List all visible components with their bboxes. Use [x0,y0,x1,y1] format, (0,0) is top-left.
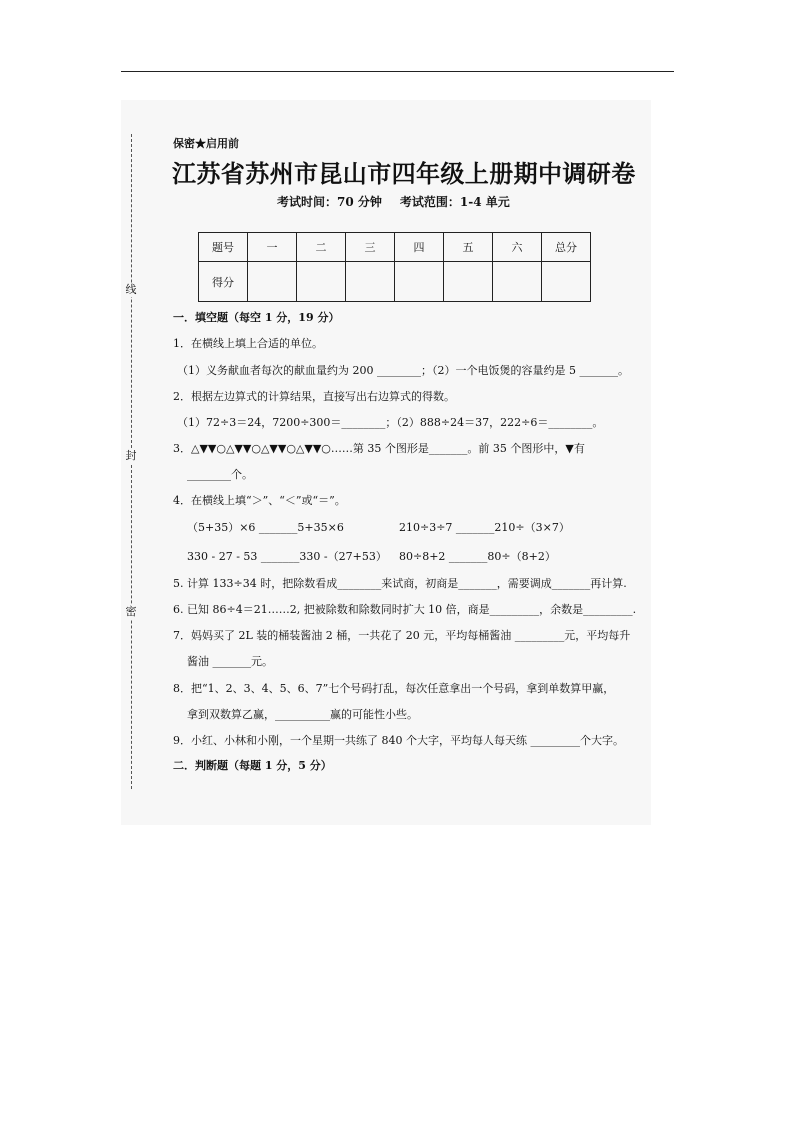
question-1: 1．在横线上填上合适的单位。 [173,337,323,350]
confidential-label: 保密★启用前 [173,137,239,150]
score-table [198,232,591,302]
question-4-item-b: 210÷3÷7 _______210÷（3×7） [399,521,570,534]
score-cell [542,262,591,302]
exam-info [277,193,510,210]
question-7-cont: 酱油 _______元。 [187,655,273,668]
page-title: 江苏省苏州市昆山市四年级上册期中调研卷 [172,159,636,188]
question-8: 8．把“1、2、3、4、5、6、7”七个号码打乱，每次任意拿出一个号码，拿到单数算甲赢， [173,682,615,695]
question-8-cont: 拿到双数算乙赢，__________赢的可能性小些。 [187,708,418,721]
binding-mark-seal: 封 [125,449,137,462]
question-9: 9．小红、小林和小刚，一个星期一共练了 840 个大字，平均每人每天练 _________个大字。 [173,734,624,747]
question-4-item-d: 80÷8+2 _______80÷（8+2） [399,550,556,563]
question-3: 3．△▼▼○△▼▼○△▼▼○△▼▼○……第 35 个图形是_______。前 35 个图形中，▼有 [173,442,585,455]
score-cell [493,262,542,302]
score-cell [444,262,493,302]
question-3-cont: ________个。 [187,468,253,481]
score-row-label: 得分 [199,262,248,302]
question-4-item-a: （5+35）×6 _______5+35×6 [187,521,344,534]
binding-mark-secret: 密 [125,605,137,618]
score-header-cell: 三 [346,233,395,262]
score-header-cell: 五 [444,233,493,262]
top-rule [121,71,674,72]
question-5: 5. 计算 133÷34 时，把除数看成________来试商，初商是_______，需要调成_______再计算. [173,577,627,590]
section-heading-fill-blank: 一．填空题（每空 1 分，19 分） [173,311,340,324]
question-6: 6. 已知 86÷4＝21……2, 把被除数和除数同时扩大 10 倍，商是_________，余数是_________. [173,603,637,616]
score-header-cell: 二 [297,233,346,262]
exam-scope: 考试范围：1-4 单元 [399,195,510,209]
score-cell [395,262,444,302]
score-header-cell: 题号 [199,233,248,262]
binding-mark-line: 线 [125,283,137,296]
question-1-items: （1）义务献血者每次的献血量约为 200 ________；（2）一个电饭煲的容量约是 5 _______。 [177,364,629,377]
question-7: 7．妈妈买了 2L 装的桶装酱油 2 桶，一共花了 20 元，平均每桶酱油 _________元，平均每升 [173,629,631,642]
question-4: 4．在横线上填“＞”、“＜”或“＝”。 [173,494,346,507]
question-2-items: （1）72÷3＝24，7200÷300＝________；（2）888÷24＝37，222÷6＝________。 [177,416,604,429]
score-cell [297,262,346,302]
score-cell [346,262,395,302]
score-header-cell: 六 [493,233,542,262]
exam-time: 考试时间：70 分钟 [277,195,382,209]
score-header-cell: 一 [248,233,297,262]
score-header-cell: 总分 [542,233,591,262]
question-4-item-c: 330 - 27 - 53 _______330 -（27+53） [187,550,387,563]
score-cell [248,262,297,302]
section-heading-judgement: 二．判断题（每题 1 分，5 分） [173,759,332,772]
score-header-cell: 四 [395,233,444,262]
question-2: 2．根据左边算式的计算结果，直接写出右边算式的得数。 [173,390,455,403]
